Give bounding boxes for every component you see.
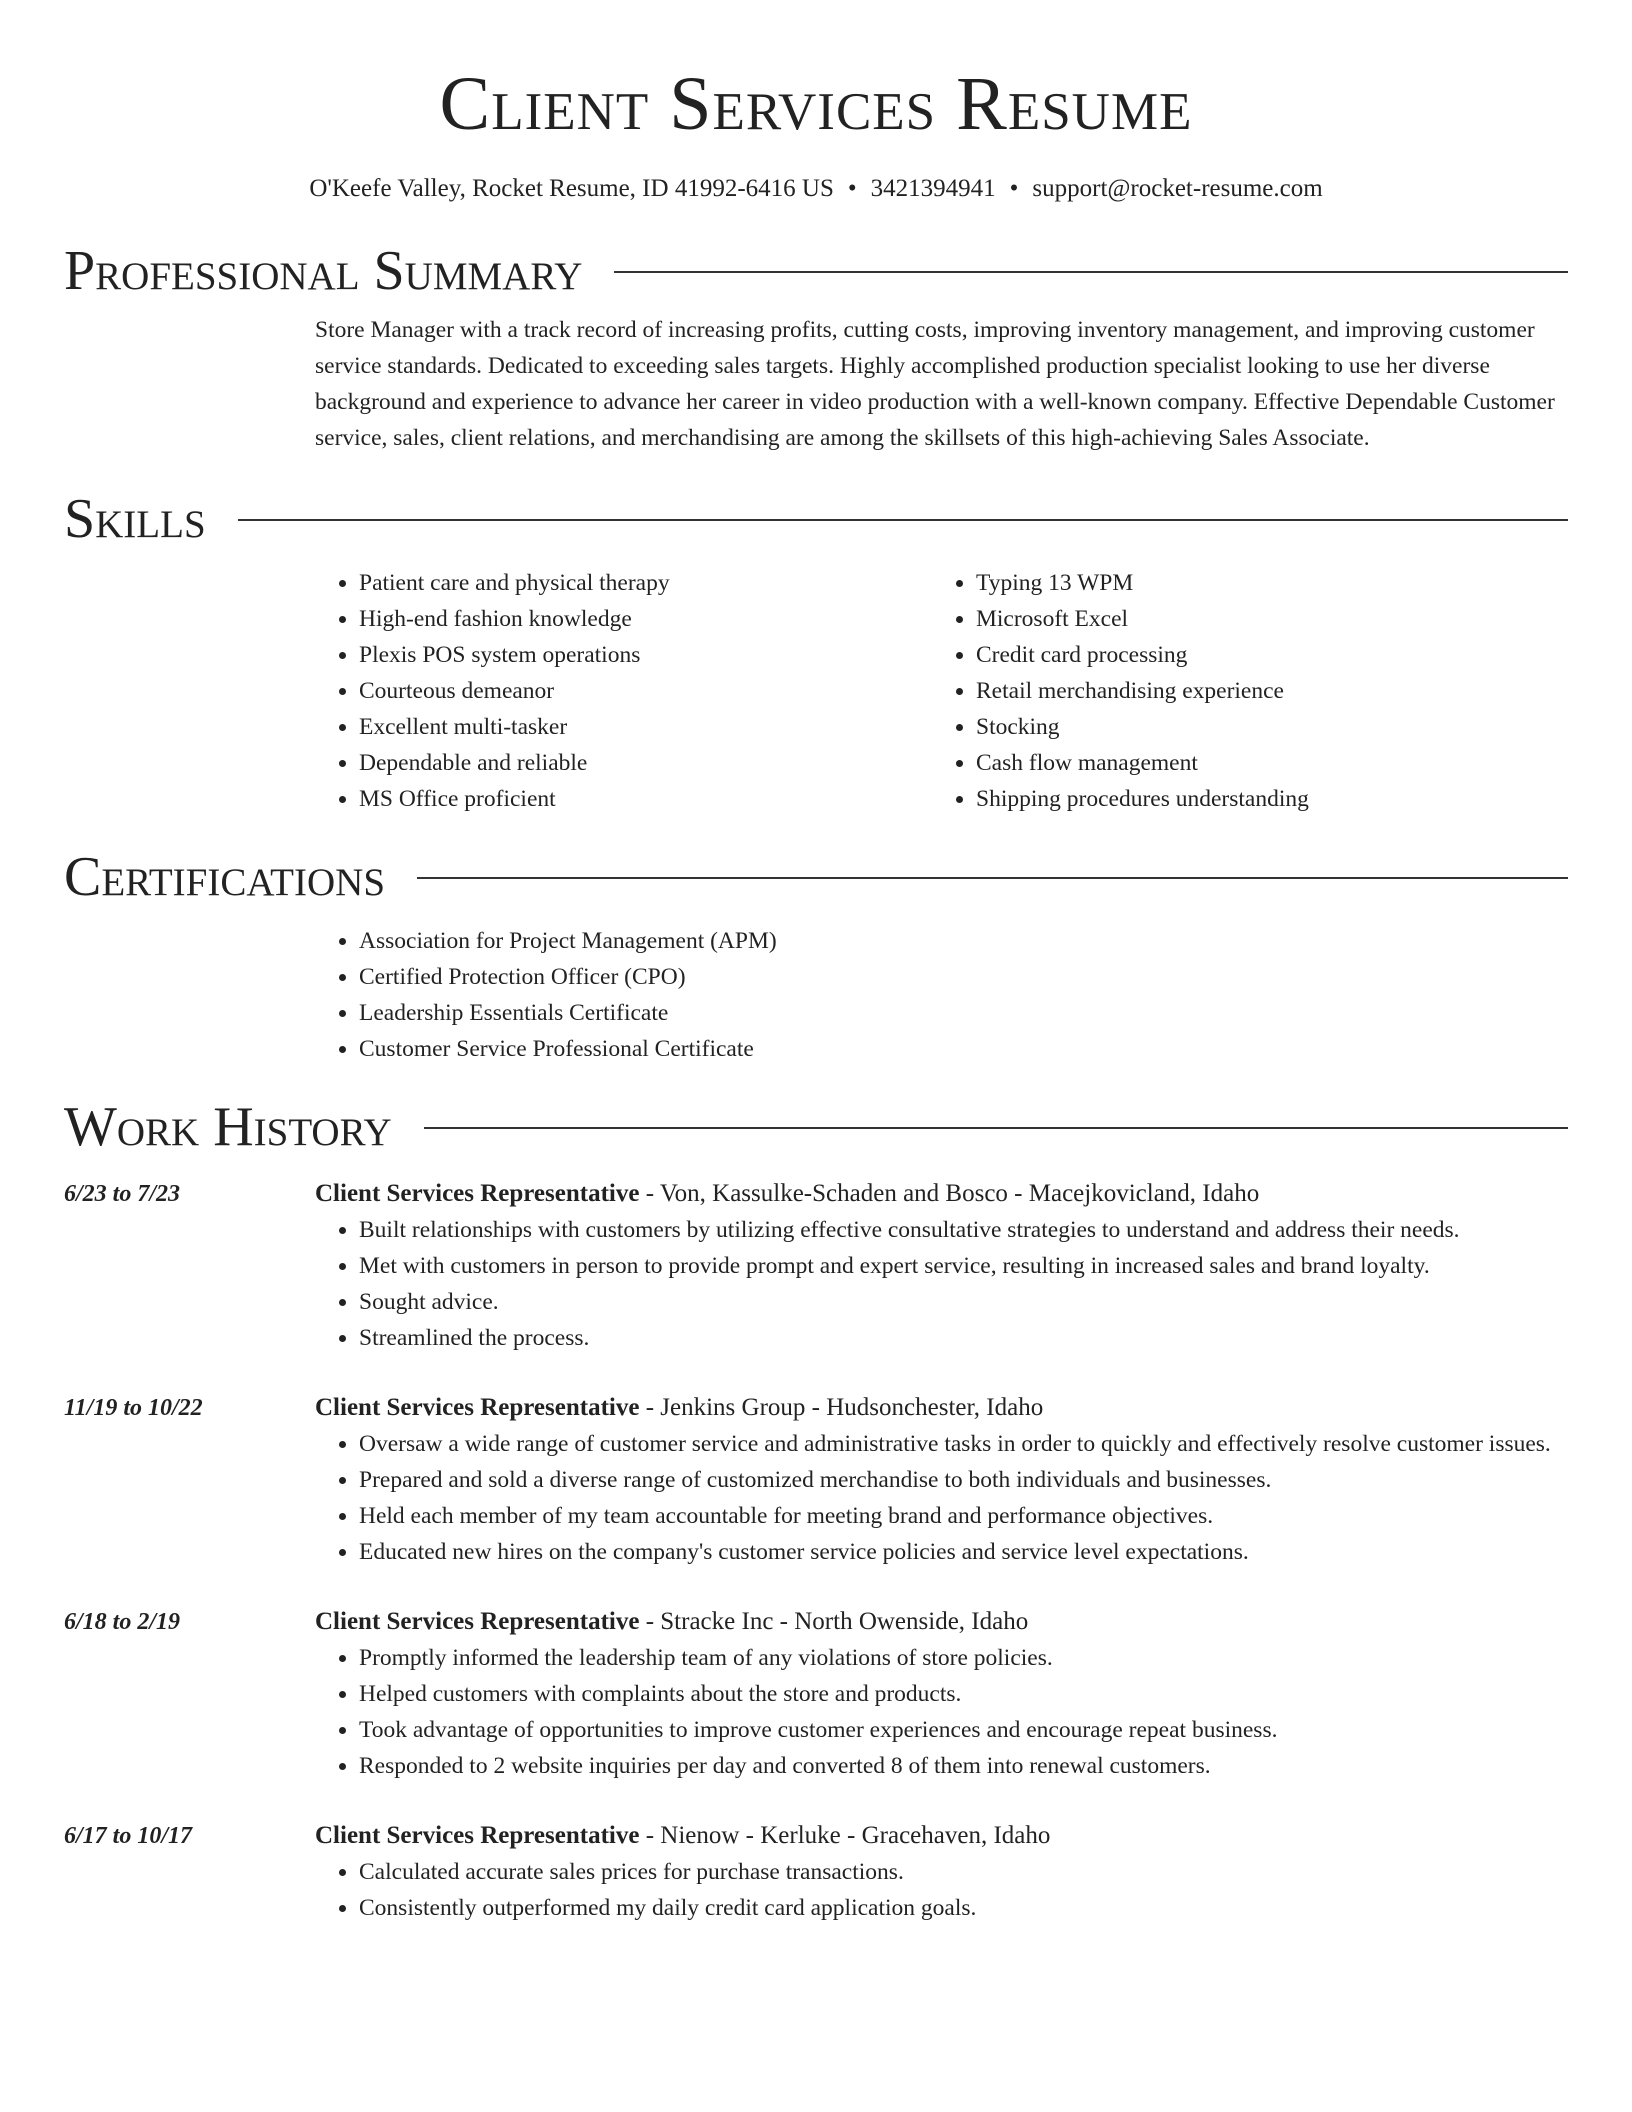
section-divider <box>424 1127 1568 1129</box>
skill-item: • Excellent multi-tasker <box>359 709 932 745</box>
job-heading <box>315 1390 1568 1426</box>
job-employer: - Nienow - Kerluke - Gracehaven, Idaho <box>639 1822 1051 1849</box>
skill-item: • Stocking <box>976 709 1549 745</box>
job-title: Client Services Representative <box>315 1822 640 1849</box>
job-title: Client Services Representative <box>315 1394 640 1421</box>
job-entry <box>64 1390 1568 1570</box>
skills-column-right <box>932 565 1549 817</box>
job-entry <box>64 1176 1568 1356</box>
section-header-work-history <box>64 1094 1568 1160</box>
job-details <box>315 1390 1568 1570</box>
job-dates: 6/23 to 7/23 <box>64 1181 181 1207</box>
section-header-summary <box>64 238 1568 304</box>
job-title: Client Services Representative <box>315 1180 640 1207</box>
job-employer: - Von, Kassulke-Schaden and Bosco - Macejkovicland, Idaho <box>639 1180 1260 1207</box>
job-bullet: • Took advantage of opportunities to improve customer experiences and encourage repeat business. <box>359 1712 1568 1748</box>
job-employer: - Stracke Inc - North Owenside, Idaho <box>639 1608 1029 1635</box>
job-bullet: • Promptly informed the leadership team of any violations of store policies. <box>359 1640 1568 1676</box>
resume-page <box>64 0 1568 1926</box>
job-bullet: • Held each member of my team accountable for meeting brand and performance objectives. <box>359 1498 1568 1534</box>
job-bullet: • Sought advice. <box>359 1284 1568 1320</box>
resume-title: Client Services Resume <box>439 62 1193 146</box>
job-entry <box>64 1604 1568 1784</box>
job-details <box>315 1176 1568 1356</box>
section-title-skills: Skills <box>64 488 206 550</box>
job-bullet: • Streamlined the process. <box>359 1320 1568 1356</box>
contact-separator: • <box>1009 175 1019 202</box>
job-bullet: • Helped customers with complaints about the store and products. <box>359 1676 1568 1712</box>
job-entry <box>64 1818 1568 1926</box>
skill-item: • Credit card processing <box>976 637 1549 673</box>
certification-item: • Certified Protection Officer (CPO) <box>359 959 1568 995</box>
section-divider <box>238 519 1568 521</box>
job-bullet: • Educated new hires on the company's customer service policies and service level expectations. <box>359 1534 1568 1570</box>
section-title-certifications: Certifications <box>64 846 386 908</box>
job-bullet: • Prepared and sold a diverse range of customized merchandise to both individuals and businesses. <box>359 1462 1568 1498</box>
job-responsibilities <box>315 1854 1568 1926</box>
skill-item: • Retail merchandising experience <box>976 673 1549 709</box>
skill-item: • Microsoft Excel <box>976 601 1549 637</box>
job-employer: - Jenkins Group - Hudsonchester, Idaho <box>639 1394 1044 1421</box>
skill-item: • Plexis POS system operations <box>359 637 932 673</box>
section-header-certifications <box>64 844 1568 910</box>
skill-item: • Typing 13 WPM <box>976 565 1549 601</box>
job-bullet: • Oversaw a wide range of customer service and administrative tasks in order to quickly and effectively resolve customer issues. <box>359 1426 1568 1462</box>
skills-list <box>315 565 1568 817</box>
job-dates: 11/19 to 10/22 <box>64 1395 203 1421</box>
job-bullet: • Calculated accurate sales prices for purchase transactions. <box>359 1854 1568 1890</box>
section-title-work-history: Work History <box>64 1096 392 1158</box>
job-bullet: • Responded to 2 website inquiries per day and converted 8 of them into renewal customers. <box>359 1748 1568 1784</box>
certification-item: • Customer Service Professional Certificate <box>359 1031 1568 1067</box>
contact-email: support@rocket-resume.com <box>1032 175 1323 202</box>
contact-separator: • <box>847 175 857 202</box>
summary-text: Store Manager with a track record of increasing profits, cutting costs, improving inventory management, and improving customer service standards. Dedicated to exceeding sales targets. Highly accomplished production specialist looking to use her diverse background and experience to advance her career in video production with a well-known company. Effective Dependable Customer service, sales, client relations, and merchandising are among the skillsets of this high-achieving Sales Associate. <box>315 317 1555 451</box>
skill-item: • Shipping procedures understanding <box>976 781 1549 817</box>
job-title: Client Services Representative <box>315 1608 640 1635</box>
contact-address: O'Keefe Valley, Rocket Resume, ID 41992-6416 US <box>309 175 834 202</box>
certifications-list <box>315 923 1568 1067</box>
job-responsibilities <box>315 1640 1568 1784</box>
job-dates: 6/17 to 10/17 <box>64 1823 193 1849</box>
skill-item: • Courteous demeanor <box>359 673 932 709</box>
skill-item: • Dependable and reliable <box>359 745 932 781</box>
job-heading <box>315 1176 1568 1212</box>
skill-item: • MS Office proficient <box>359 781 932 817</box>
section-divider <box>614 271 1568 273</box>
certification-item: • Association for Project Management (APM) <box>359 923 1568 959</box>
certification-item: • Leadership Essentials Certificate <box>359 995 1568 1031</box>
work-history-list <box>64 1176 1568 1926</box>
summary-block <box>315 312 1568 456</box>
section-header-skills <box>64 486 1568 552</box>
job-details <box>315 1818 1568 1926</box>
job-bullet: • Consistently outperformed my daily credit card application goals. <box>359 1890 1568 1926</box>
skill-item: • Patient care and physical therapy <box>359 565 932 601</box>
skills-column-left <box>315 565 932 817</box>
section-title-summary: Professional Summary <box>64 240 583 302</box>
skill-item: • Cash flow management <box>976 745 1549 781</box>
job-heading <box>315 1604 1568 1640</box>
job-heading <box>315 1818 1568 1854</box>
job-bullet: • Met with customers in person to provide prompt and expert service, resulting in increased sales and brand loyalty. <box>359 1248 1568 1284</box>
section-divider <box>417 877 1568 879</box>
contact-line <box>64 172 1568 206</box>
job-responsibilities <box>315 1426 1568 1570</box>
contact-phone: 3421394941 <box>870 175 996 202</box>
skill-item: • High-end fashion knowledge <box>359 601 932 637</box>
job-details <box>315 1604 1568 1784</box>
job-dates: 6/18 to 2/19 <box>64 1609 181 1635</box>
job-responsibilities <box>315 1212 1568 1356</box>
job-bullet: • Built relationships with customers by utilizing effective consultative strategies to understand and address their needs. <box>359 1212 1568 1248</box>
